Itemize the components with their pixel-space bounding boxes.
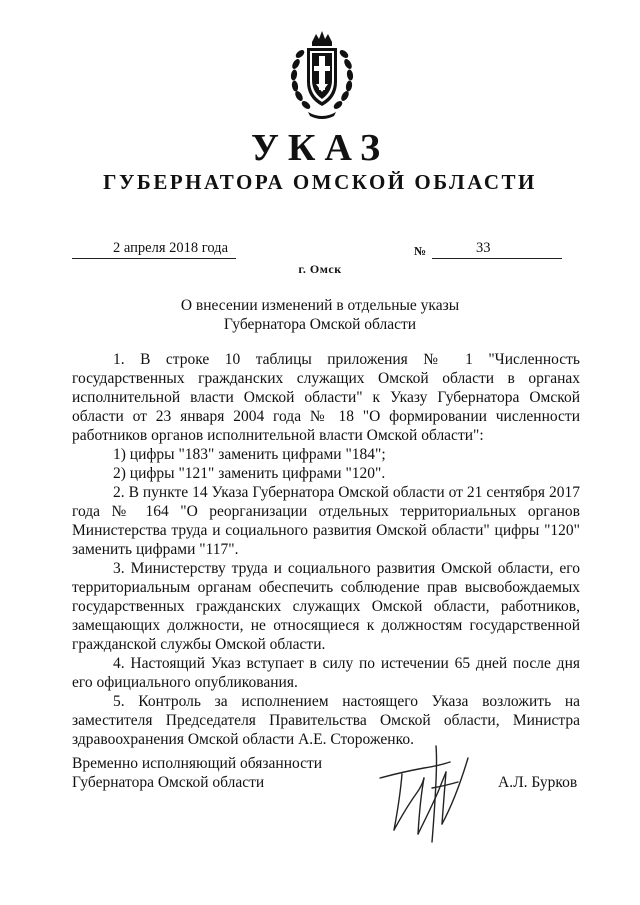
position-line: Временно исполняющий обязанности [72, 755, 323, 772]
paragraph: 2. В пункте 14 Указа Губернатора Омской области от 21 сентября 2017 года № 164 "О реорганизации отдельных территориальных органов Министерства труда и социального развития Омской области" цифры "120" заменить цифрами "117". [72, 484, 580, 558]
document-subject [0, 296, 640, 334]
omsk-coat-of-arms-icon [288, 28, 356, 120]
document-subtitle: ГУБЕРНАТОРА ОМСКОЙ ОБЛАСТИ [103, 170, 537, 194]
signatory-name: А.Л. Бурков [498, 774, 578, 791]
position-line: Губернатора Омской области [72, 774, 265, 791]
subject-line: Губернатора Омской области [223, 316, 417, 333]
document-number: 33 [432, 238, 562, 259]
paragraph: 4. Настоящий Указ вступает в силу по истечении 65 дней после дня его официального опубликования. [72, 655, 580, 691]
document-body [72, 350, 580, 749]
paragraph: 1) цифры "183" заменить цифрами "184"; [113, 446, 386, 463]
document-title: УКАЗ [251, 127, 389, 169]
paragraph: 3. Министерству труда и социального развития Омской области, его территориальным органам обеспечить соблюдение прав высвобождаемых государственных гражданских служащих Омской области, работников, замещающих должности, не относящиеся к должностям государственной гражданской службы Омской области. [72, 560, 580, 653]
signatory-position [72, 754, 322, 792]
paragraph: 5. Контроль за исполнением настоящего Указа возложить на заместителя Председателя Правительства Омской области, Министра здравоохранения Омской области А.Е. Стороженко. [72, 693, 580, 748]
handwritten-signature-icon [372, 738, 496, 848]
city-label: г. Омск [298, 262, 342, 276]
paragraph: 1. В строке 10 таблицы приложения № 1 "Численность государственных гражданских служащих Омской области в органах исполнительной власти Омской области" к Указу Губернатора Омской области от 23 января 2004 года № 18 "О формировании численности работников органов исполнительной власти Омской области": [72, 351, 580, 444]
number-label: № [414, 244, 427, 258]
subject-line: О внесении изменений в отдельные указы [180, 297, 460, 314]
document-date: 2 апреля 2018 года [72, 238, 236, 259]
paragraph: 2) цифры "121" заменить цифрами "120". [113, 465, 386, 482]
